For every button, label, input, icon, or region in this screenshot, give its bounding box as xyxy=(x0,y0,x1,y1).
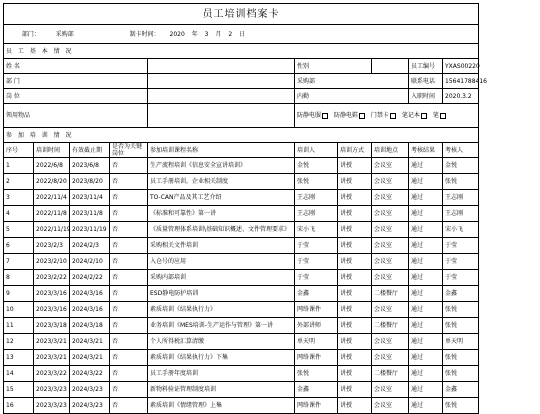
header-cell: 是否为关键岗位 xyxy=(110,143,148,158)
table-cell: 会议室 xyxy=(372,158,409,174)
table-cell: 2024/2/22 xyxy=(70,270,110,286)
table-cell: 9 xyxy=(4,286,34,302)
goods-item: 门禁卡 xyxy=(371,112,396,119)
table-cell: 采购内部培训 xyxy=(148,270,295,286)
training-header-row xyxy=(4,143,479,158)
table-cell: 讲授 xyxy=(338,222,372,238)
table-cell: 否 xyxy=(110,334,148,350)
table-cell: 新物料验证管理制度培训 xyxy=(148,382,295,398)
issued-goods-label: 领用物品 xyxy=(4,104,148,128)
table-cell: 讲授 xyxy=(338,302,372,318)
header-cell: 培训地点 xyxy=(372,143,409,158)
table-cell: 通过 xyxy=(409,398,443,414)
table-cell: 讲授 xyxy=(338,158,372,174)
table-cell: 金鑫 xyxy=(443,382,479,398)
department-value-blank xyxy=(148,74,295,89)
table-cell: 讲授 xyxy=(338,318,372,334)
date-month-unit: 月 xyxy=(215,30,222,38)
table-cell: 2024/3/16 xyxy=(70,286,110,302)
post-value: 内勤 xyxy=(295,89,409,104)
table-cell: 张悦 xyxy=(443,366,479,382)
table-row xyxy=(4,382,479,398)
goods-checkbox[interactable] xyxy=(359,113,365,119)
gender-label: 性别 xyxy=(295,59,372,74)
table-cell: 通过 xyxy=(409,366,443,382)
table-cell: 2023/3/21 xyxy=(34,334,70,350)
table-cell: 2023/3/22 xyxy=(34,366,70,382)
table-cell: 《质量管理体系培训\基础知识概述、文件管理要求》 xyxy=(148,222,295,238)
table-cell: 入仓号的应用 xyxy=(148,254,295,270)
table-cell: 否 xyxy=(110,318,148,334)
table-cell: 王志刚 xyxy=(443,190,479,206)
table-cell: 2022/11/8 xyxy=(34,206,70,222)
table-cell: 会议室 xyxy=(372,302,409,318)
table-cell: 金鑫 xyxy=(295,382,338,398)
table-cell: 网络课件 xyxy=(295,302,338,318)
table-cell: 宋小飞 xyxy=(295,222,338,238)
table-cell: 通过 xyxy=(409,222,443,238)
table-cell: 3 xyxy=(4,190,34,206)
table-cell: 讲授 xyxy=(338,254,372,270)
table-cell: 2024/3/18 xyxy=(70,318,110,334)
table-cell: 2023/3/21 xyxy=(34,350,70,366)
table-cell: 讲授 xyxy=(338,286,372,302)
entry-date-label: 入职时间 xyxy=(409,89,443,104)
table-cell: 王志刚 xyxy=(295,206,338,222)
date-day-unit: 日 xyxy=(239,30,246,38)
table-cell: 会议室 xyxy=(372,334,409,350)
table-cell: 网络课件 xyxy=(295,398,338,414)
table-cell: 金鑫 xyxy=(443,286,479,302)
table-cell: 王志刚 xyxy=(295,190,338,206)
table-row xyxy=(4,398,479,414)
table-cell: 于莹 xyxy=(443,254,479,270)
table-cell: 通过 xyxy=(409,286,443,302)
date-day: 2 xyxy=(228,30,233,38)
table-cell: 通过 xyxy=(409,382,443,398)
table-cell: 通过 xyxy=(409,190,443,206)
table-cell: 15 xyxy=(4,382,34,398)
table-cell: 会议室 xyxy=(372,222,409,238)
table-cell: 会议室 xyxy=(372,174,409,190)
table-cell: 张悦 xyxy=(443,318,479,334)
table-cell: 会议室 xyxy=(372,270,409,286)
table-cell: 11 xyxy=(4,318,34,334)
table-cell: 通过 xyxy=(409,158,443,174)
table-cell: 2024/3/21 xyxy=(70,350,110,366)
table-cell: 讲授 xyxy=(338,206,372,222)
employee-id-value: YXAS00220 xyxy=(443,59,479,74)
table-cell: 1 xyxy=(4,158,34,174)
table-cell: 2024/2/10 xyxy=(70,254,110,270)
table-cell: 否 xyxy=(110,270,148,286)
goods-checkbox[interactable] xyxy=(322,113,328,119)
table-cell: 2024/3/21 xyxy=(70,334,110,350)
post-value-blank xyxy=(148,89,295,104)
table-cell: 二楼餐厅 xyxy=(372,318,409,334)
table-cell: 讲授 xyxy=(338,190,372,206)
table-cell: 会议室 xyxy=(372,382,409,398)
table-cell: 否 xyxy=(110,302,148,318)
table-cell: 2023/2/22 xyxy=(34,270,70,286)
table-cell: 网络课件 xyxy=(295,350,338,366)
date-month: 3 xyxy=(204,30,209,38)
table-cell: 13 xyxy=(4,350,34,366)
table-cell: 通过 xyxy=(409,302,443,318)
table-cell: 否 xyxy=(110,350,148,366)
training-record-card xyxy=(3,3,487,414)
table-cell: 通过 xyxy=(409,254,443,270)
table-row xyxy=(4,350,479,366)
table-cell: 2023/11/8 xyxy=(70,206,110,222)
training-rows xyxy=(4,158,479,414)
table-cell: 2023/3/23 xyxy=(34,398,70,414)
table-cell: 2022/11/19 xyxy=(34,222,70,238)
header-cell: 培训时间 xyxy=(34,143,70,158)
goods-checkbox[interactable] xyxy=(440,113,446,119)
table-cell: 否 xyxy=(110,190,148,206)
table-cell: 素质培训《结果执行力》下集 xyxy=(148,350,295,366)
table-cell: 14 xyxy=(4,366,34,382)
table-cell: 宋小飞 xyxy=(443,222,479,238)
table-cell: 会议室 xyxy=(372,398,409,414)
table-cell: 2023/3/18 xyxy=(34,318,70,334)
department-label: 部 门 xyxy=(4,74,148,89)
table-cell: 否 xyxy=(110,174,148,190)
table-cell: 通过 xyxy=(409,238,443,254)
table-cell: 2023/2/10 xyxy=(34,254,70,270)
table-cell: 通过 xyxy=(409,318,443,334)
table-cell: 2023/3/16 xyxy=(34,286,70,302)
entry-date-value: 2020.3.2 xyxy=(443,89,479,104)
date-year-unit: 年 xyxy=(191,30,198,38)
table-cell: 2024/3/23 xyxy=(70,382,110,398)
department-value: 采购部 xyxy=(295,74,409,89)
table-row xyxy=(4,302,479,318)
table-cell: 于莹 xyxy=(295,238,338,254)
table-cell: 2022/11/4 xyxy=(34,190,70,206)
table-cell: 张悦 xyxy=(443,174,479,190)
dept-label: 部门： xyxy=(21,30,40,38)
card-meta-row xyxy=(4,25,479,44)
table-cell: 单天明 xyxy=(443,334,479,350)
goods-checkbox[interactable] xyxy=(421,113,427,119)
table-row xyxy=(4,222,479,238)
header-cell: 考核人 xyxy=(443,143,479,158)
table-cell: 通过 xyxy=(409,174,443,190)
table-cell: 讲授 xyxy=(338,382,372,398)
table-cell: 2023/11/19 xyxy=(70,222,110,238)
goods-item: 防静电服 xyxy=(297,112,328,119)
table-row xyxy=(4,286,479,302)
table-cell: 王志刚 xyxy=(443,206,479,222)
table-row xyxy=(4,158,479,174)
table-cell: 单天明 xyxy=(295,334,338,350)
table-row xyxy=(4,366,479,382)
table-cell: 2022/6/8 xyxy=(34,158,70,174)
table-row xyxy=(4,174,479,190)
table-cell: 2023/3/16 xyxy=(34,302,70,318)
table-cell: 否 xyxy=(110,366,148,382)
table-cell: 员工手册年度培训 xyxy=(148,366,295,382)
table-row xyxy=(4,318,479,334)
table-cell: 12 xyxy=(4,334,34,350)
table-cell: 2024/3/23 xyxy=(70,398,110,414)
table-row xyxy=(4,206,479,222)
table-cell: 素质培训《情绪管理》上集 xyxy=(148,398,295,414)
card-title: 员工培训档案卡 xyxy=(4,4,479,25)
table-cell: 讲授 xyxy=(338,366,372,382)
table-cell: 否 xyxy=(110,286,148,302)
header-cell: 培训方式 xyxy=(338,143,372,158)
table-cell: 4 xyxy=(4,206,34,222)
table-cell: 2023/3/23 xyxy=(34,382,70,398)
header-cell: 有效截止期 xyxy=(70,143,110,158)
table-cell: 会议室 xyxy=(372,350,409,366)
table-cell: 2022/8/20 xyxy=(34,174,70,190)
table-cell: 2023/2/3 xyxy=(34,238,70,254)
table-cell: 《标准和可靠性》第一讲 xyxy=(148,206,295,222)
date-label: 制卡时间： xyxy=(129,30,160,38)
post-label: 岗 位 xyxy=(4,89,148,104)
table-cell: 16 xyxy=(4,398,34,414)
basic-info-section: 员 工 基 本 情 况 xyxy=(4,44,479,59)
table-cell: 通过 xyxy=(409,350,443,366)
header-cell: 培训人 xyxy=(295,143,338,158)
training-section: 参 加 培 训 情 况 xyxy=(4,128,479,143)
table-cell: 采购相关文件培训 xyxy=(148,238,295,254)
table-cell: TO-CAN产品及其工艺介绍 xyxy=(148,190,295,206)
table-cell: 10 xyxy=(4,302,34,318)
table-cell: 讲授 xyxy=(338,238,372,254)
gender-value xyxy=(372,59,409,74)
table-row xyxy=(4,334,479,350)
table-cell: 会议室 xyxy=(372,206,409,222)
table-row xyxy=(4,238,479,254)
table-cell: 个人所得税汇算清缴 xyxy=(148,334,295,350)
table-cell: 张悦 xyxy=(443,398,479,414)
table-cell: 否 xyxy=(110,382,148,398)
phone-label: 联系电话 xyxy=(409,74,443,89)
table-cell: 会议室 xyxy=(372,238,409,254)
goods-checkbox[interactable] xyxy=(390,113,396,119)
table-cell: 素质培训《结果执行力》 xyxy=(148,302,295,318)
table-cell: 金悦 xyxy=(295,158,338,174)
goods-item: 防静电鞋 xyxy=(334,112,365,119)
table-cell: 5 xyxy=(4,222,34,238)
table-row xyxy=(4,190,479,206)
table-cell: 2023/6/8 xyxy=(70,158,110,174)
table-cell: 否 xyxy=(110,254,148,270)
table-cell: 讲授 xyxy=(338,174,372,190)
table-cell: ESD静电防护培训 xyxy=(148,286,295,302)
table-cell: 通过 xyxy=(409,334,443,350)
table-cell: 2024/2/3 xyxy=(70,238,110,254)
table-row xyxy=(4,270,479,286)
record-table xyxy=(3,3,487,414)
table-cell: 讲授 xyxy=(338,334,372,350)
table-cell: 2024/3/22 xyxy=(70,366,110,382)
table-cell: 生产流程培训《信息安全宣讲培训》 xyxy=(148,158,295,174)
table-cell: 否 xyxy=(110,158,148,174)
employee-id-label: 员工编号 xyxy=(409,59,443,74)
table-cell: 讲授 xyxy=(338,398,372,414)
table-cell: 2024/3/16 xyxy=(70,302,110,318)
table-cell: 2023/11/4 xyxy=(70,190,110,206)
issued-goods-list xyxy=(295,104,479,128)
table-cell: 于莹 xyxy=(443,270,479,286)
name-value xyxy=(148,59,295,74)
table-cell: 于莹 xyxy=(295,270,338,286)
name-label: 姓 名 xyxy=(4,59,148,74)
table-cell: 张悦 xyxy=(295,366,338,382)
table-cell: 会议室 xyxy=(372,254,409,270)
table-cell: 通过 xyxy=(409,270,443,286)
table-cell: 否 xyxy=(110,222,148,238)
header-cell: 序号 xyxy=(4,143,34,158)
issued-goods-blank xyxy=(148,104,295,128)
table-cell: 会议室 xyxy=(372,190,409,206)
table-cell: 金鑫 xyxy=(295,286,338,302)
table-cell: 张悦 xyxy=(443,350,479,366)
table-cell: 张悦 xyxy=(443,302,479,318)
table-cell: 员工手册培训，企业相关制度 xyxy=(148,174,295,190)
table-cell: 于莹 xyxy=(443,238,479,254)
table-cell: 张悦 xyxy=(295,174,338,190)
date-year: 2020 xyxy=(169,30,185,38)
table-cell: 7 xyxy=(4,254,34,270)
table-cell: 业务培训《MES培训-生产运作与管理》第一讲 xyxy=(148,318,295,334)
table-cell: 于莹 xyxy=(295,254,338,270)
table-cell: 6 xyxy=(4,238,34,254)
goods-item: 笔 xyxy=(433,112,446,119)
table-cell: 外部讲师 xyxy=(295,318,338,334)
table-cell: 否 xyxy=(110,398,148,414)
table-cell: 否 xyxy=(110,238,148,254)
dept-value: 采购部 xyxy=(55,30,74,38)
table-cell: 讲授 xyxy=(338,270,372,286)
table-cell: 通过 xyxy=(409,206,443,222)
table-cell: 金悦 xyxy=(443,158,479,174)
table-cell: 二楼餐厅 xyxy=(372,366,409,382)
table-cell: 8 xyxy=(4,270,34,286)
table-row xyxy=(4,254,479,270)
table-cell: 二楼餐厅 xyxy=(372,286,409,302)
goods-item: 笔记本 xyxy=(402,112,427,119)
header-cell: 参加培训课程名称 xyxy=(148,143,295,158)
header-cell: 考核结果 xyxy=(409,143,443,158)
table-cell: 2 xyxy=(4,174,34,190)
phone-value: 15641788416 xyxy=(443,74,479,89)
table-cell: 讲授 xyxy=(338,350,372,366)
table-cell: 2023/8/20 xyxy=(70,174,110,190)
table-cell: 否 xyxy=(110,206,148,222)
